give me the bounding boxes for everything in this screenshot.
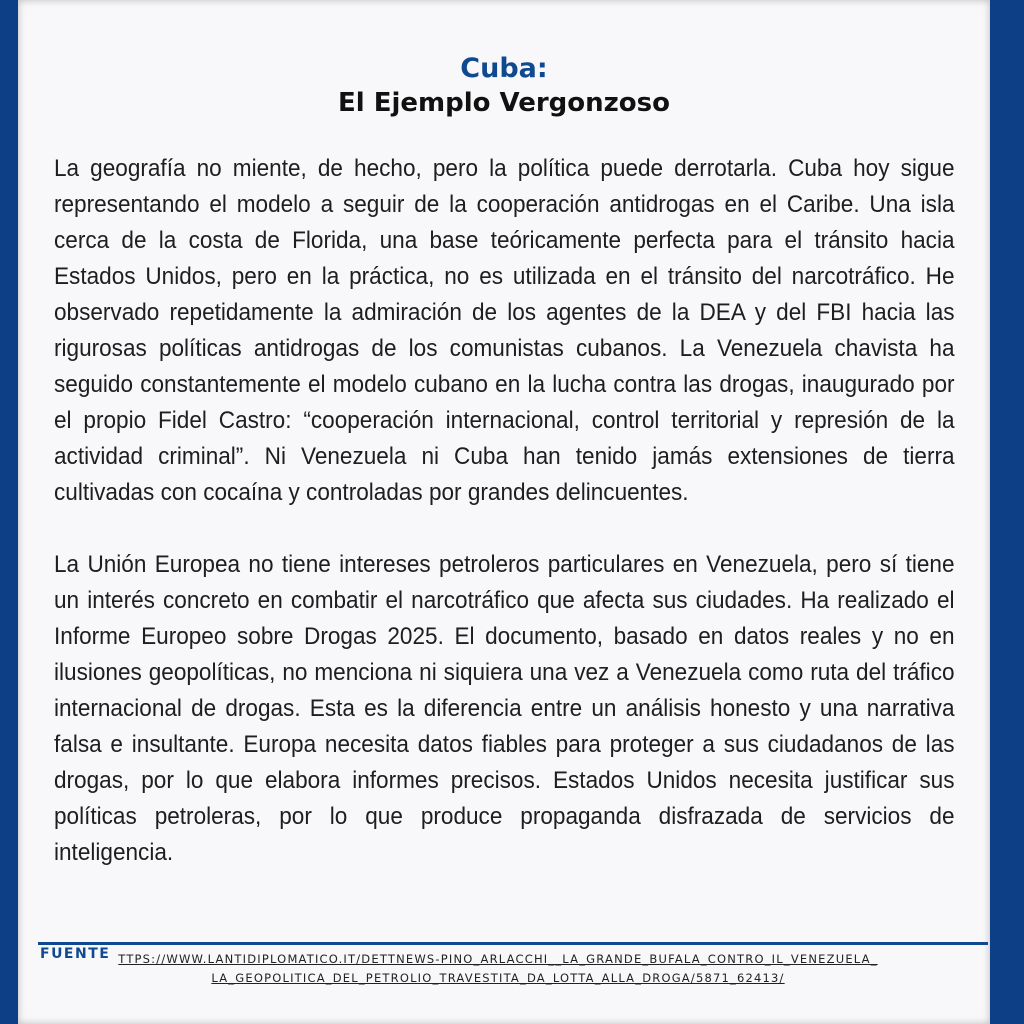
article-body (54, 151, 955, 871)
paragraph-1: La geografía no miente, de hecho, pero la política puede derrotarla. Cuba hoy sigue representando el modelo a seguir de la cooperación antidrogas en el Caribe. Una isla cerca de la costa de Florida, una base teóricamente perfecta para el tránsito hacia Estados Unidos, pero en la práctica, no es utilizada en el tránsito del narcotráfico. He observado repetidamente la admiración de los agentes de la DEA y del FBI hacia las rigurosas políticas antidrogas de los comunistas cubanos. La Venezuela chavista ha seguido constantemente el modelo cubano en la lucha contra las drogas, inaugurado por el propio Fidel Castro: “cooperación internacional, control territorial y represión de la actividad criminal”. Ni Venezuela ni Cuba han tenido jamás extensiones de tierra cultivadas con cocaína y controladas por grandes delincuentes. (54, 155, 955, 506)
title-block (18, 52, 990, 120)
source-divider (38, 942, 988, 945)
page-title: Cuba: (460, 53, 548, 84)
document-page (18, 0, 990, 1024)
page-subtitle: El Ejemplo Vergonzoso (337, 88, 671, 118)
paragraph-2: La Unión Europea no tiene intereses petroleros particulares en Venezuela, pero sí tiene un interés concreto en combatir el narcotráfico que afecta sus ciudades. Ha realizado el Informe Europeo sobre Drogas 2025. El documento, basado en datos reales y no en ilusiones geopolíticas, no menciona ni siquiera una vez a Venezuela como ruta del tráfico internacional de drogas. Esta es la diferencia entre un análisis honesto y una narrativa falsa e insultante. Europa necesita datos fiables para proteger a sus ciudadanos de las drogas, por lo que elabora informes precisos. Estados Unidos necesita justificar sus políticas petroleras, por lo que produce propaganda disfrazada de servicios de inteligencia. (54, 551, 955, 866)
source-label: FUENTE (40, 946, 111, 962)
source-link[interactable]: TTPS://WWW.LANTIDIPLOMATICO.IT/DETTNEWS-PINO_ARLACCHI__LA_GRANDE_BUFALA_CONTRO_IL_VENEZUELA_LA_GEOPOLITICA_DEL_PETROLIO_TRAVESTITA_DA_LOTTA_ALLA_DROGA/5871_62413/ (118, 952, 878, 985)
